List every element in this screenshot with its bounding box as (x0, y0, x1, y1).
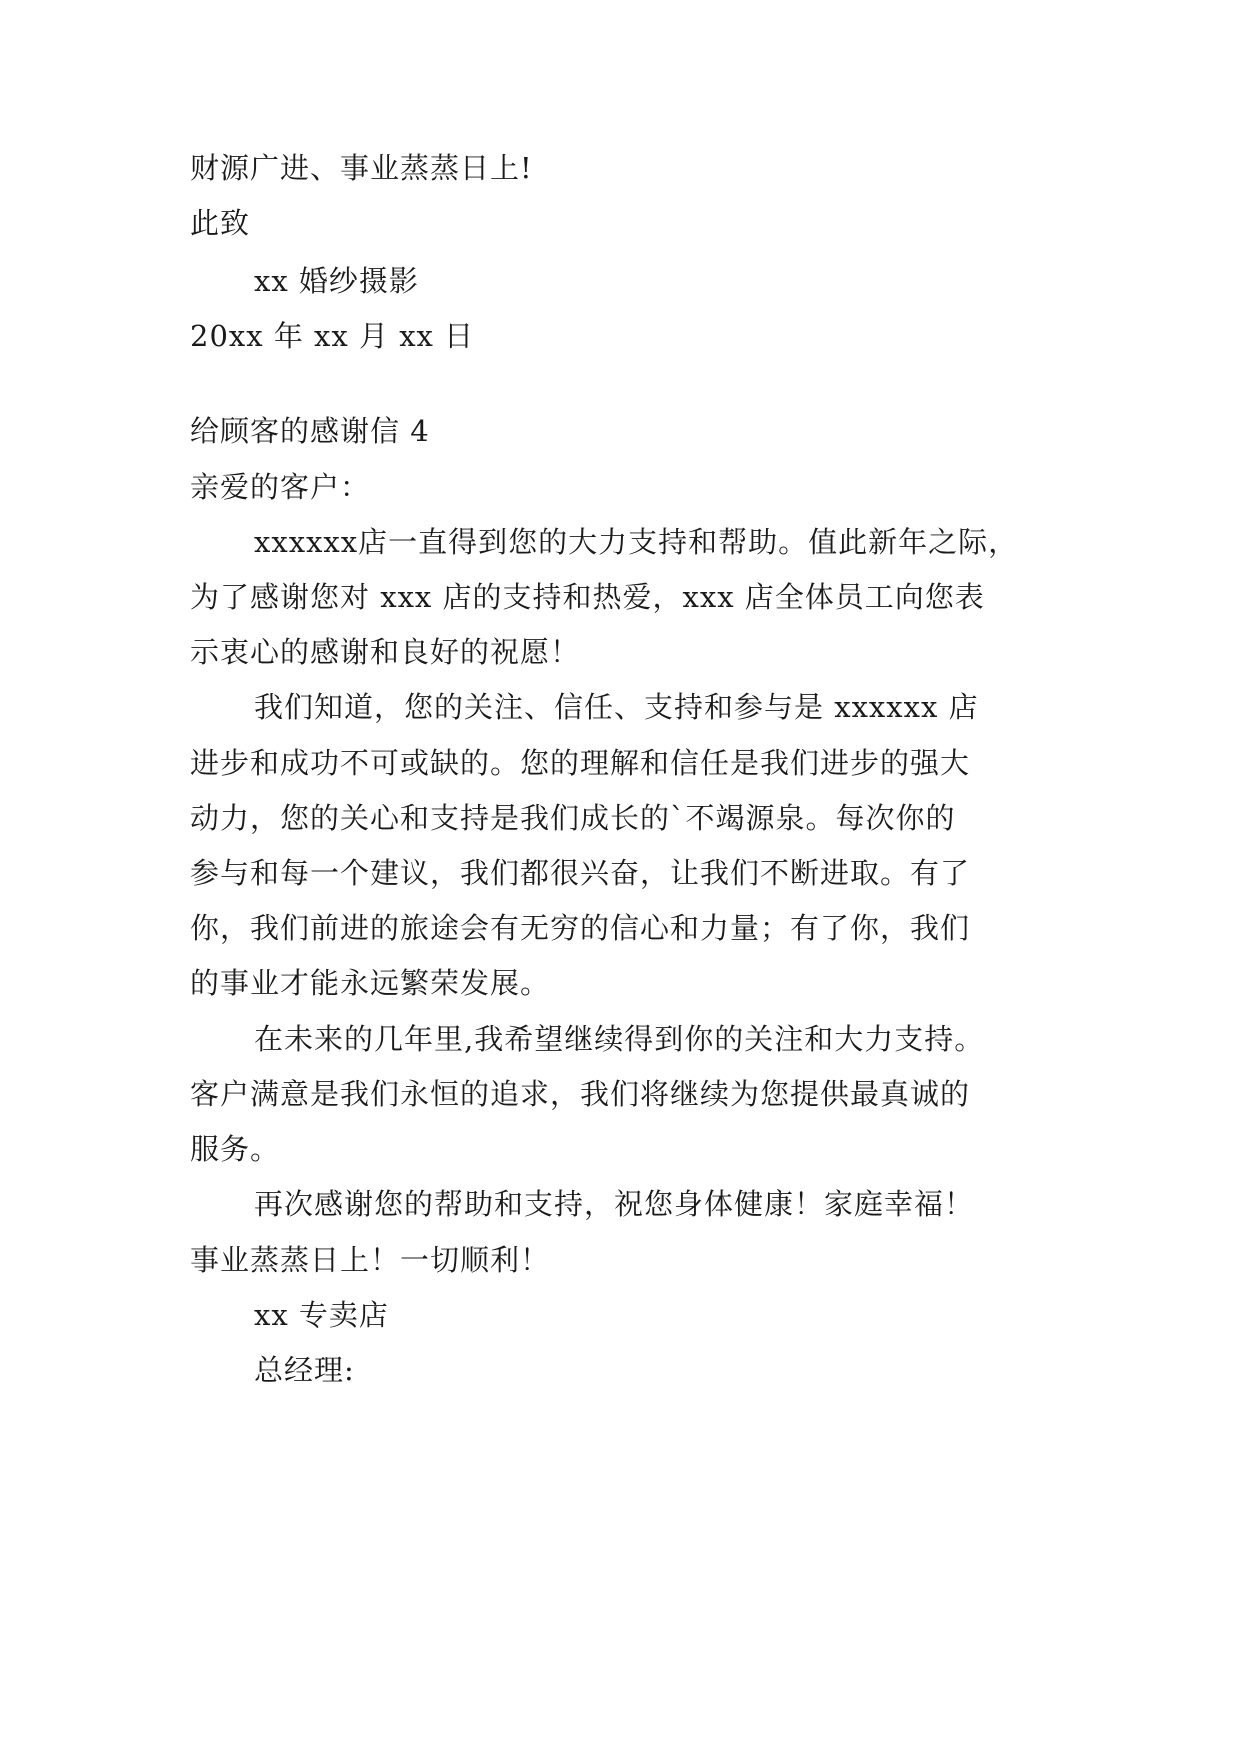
paragraph-line: 动力，您的关心和支持是我们成长的`不竭源泉。每次你的 (190, 801, 956, 835)
paragraph-line: 参与和每一个建议，我们都很兴奋，让我们不断进取。有了 (190, 856, 971, 890)
paragraph-line: 的事业才能永远繁荣发展。 (190, 966, 551, 1000)
letter-greeting: 亲爱的客户： (190, 470, 371, 504)
paragraph-line: 我们知道，您的关注、信任、支持和参与是 xxxxxx 店 (254, 690, 979, 724)
letter-title: 给顾客的感谢信 4 (190, 414, 430, 448)
sender: xx 婚纱摄影 (254, 264, 419, 298)
paragraph-line: 服务。 (190, 1132, 281, 1166)
wish-line: 财源广进、事业蒸蒸日上! (190, 151, 533, 185)
paragraph-line: xxxxxx店一直得到您的大力支持和帮助。值此新年之际， (254, 525, 1019, 559)
paragraph-line: 你，我们前进的旅途会有无穷的信心和力量；有了你，我们 (190, 911, 971, 945)
signature-manager: 总经理: (254, 1353, 355, 1387)
paragraph-line: 事业蒸蒸日上！一切顺利！ (190, 1243, 551, 1277)
salutation: 此致 (190, 206, 251, 240)
paragraph-line: 示衷心的感谢和良好的祝愿！ (190, 635, 581, 669)
paragraph-line: 再次感谢您的帮助和支持，祝您身体健康！家庭幸福！ (254, 1187, 975, 1221)
paragraph-line: 客户满意是我们永恒的追求，我们将继续为您提供最真诚的 (190, 1077, 971, 1111)
paragraph-line: 为了感谢您对 xxx 店的支持和热爱，xxx 店全体员工向您表 (190, 580, 985, 614)
date-line: 20xx 年 xx 月 xx 日 (190, 319, 475, 353)
paragraph-line: 进步和成功不可或缺的。您的理解和信任是我们进步的强大 (190, 746, 971, 780)
paragraph-line: 在未来的几年里,我希望继续得到你的关注和大力支持。 (254, 1022, 985, 1056)
signature-store: xx 专卖店 (254, 1298, 389, 1332)
